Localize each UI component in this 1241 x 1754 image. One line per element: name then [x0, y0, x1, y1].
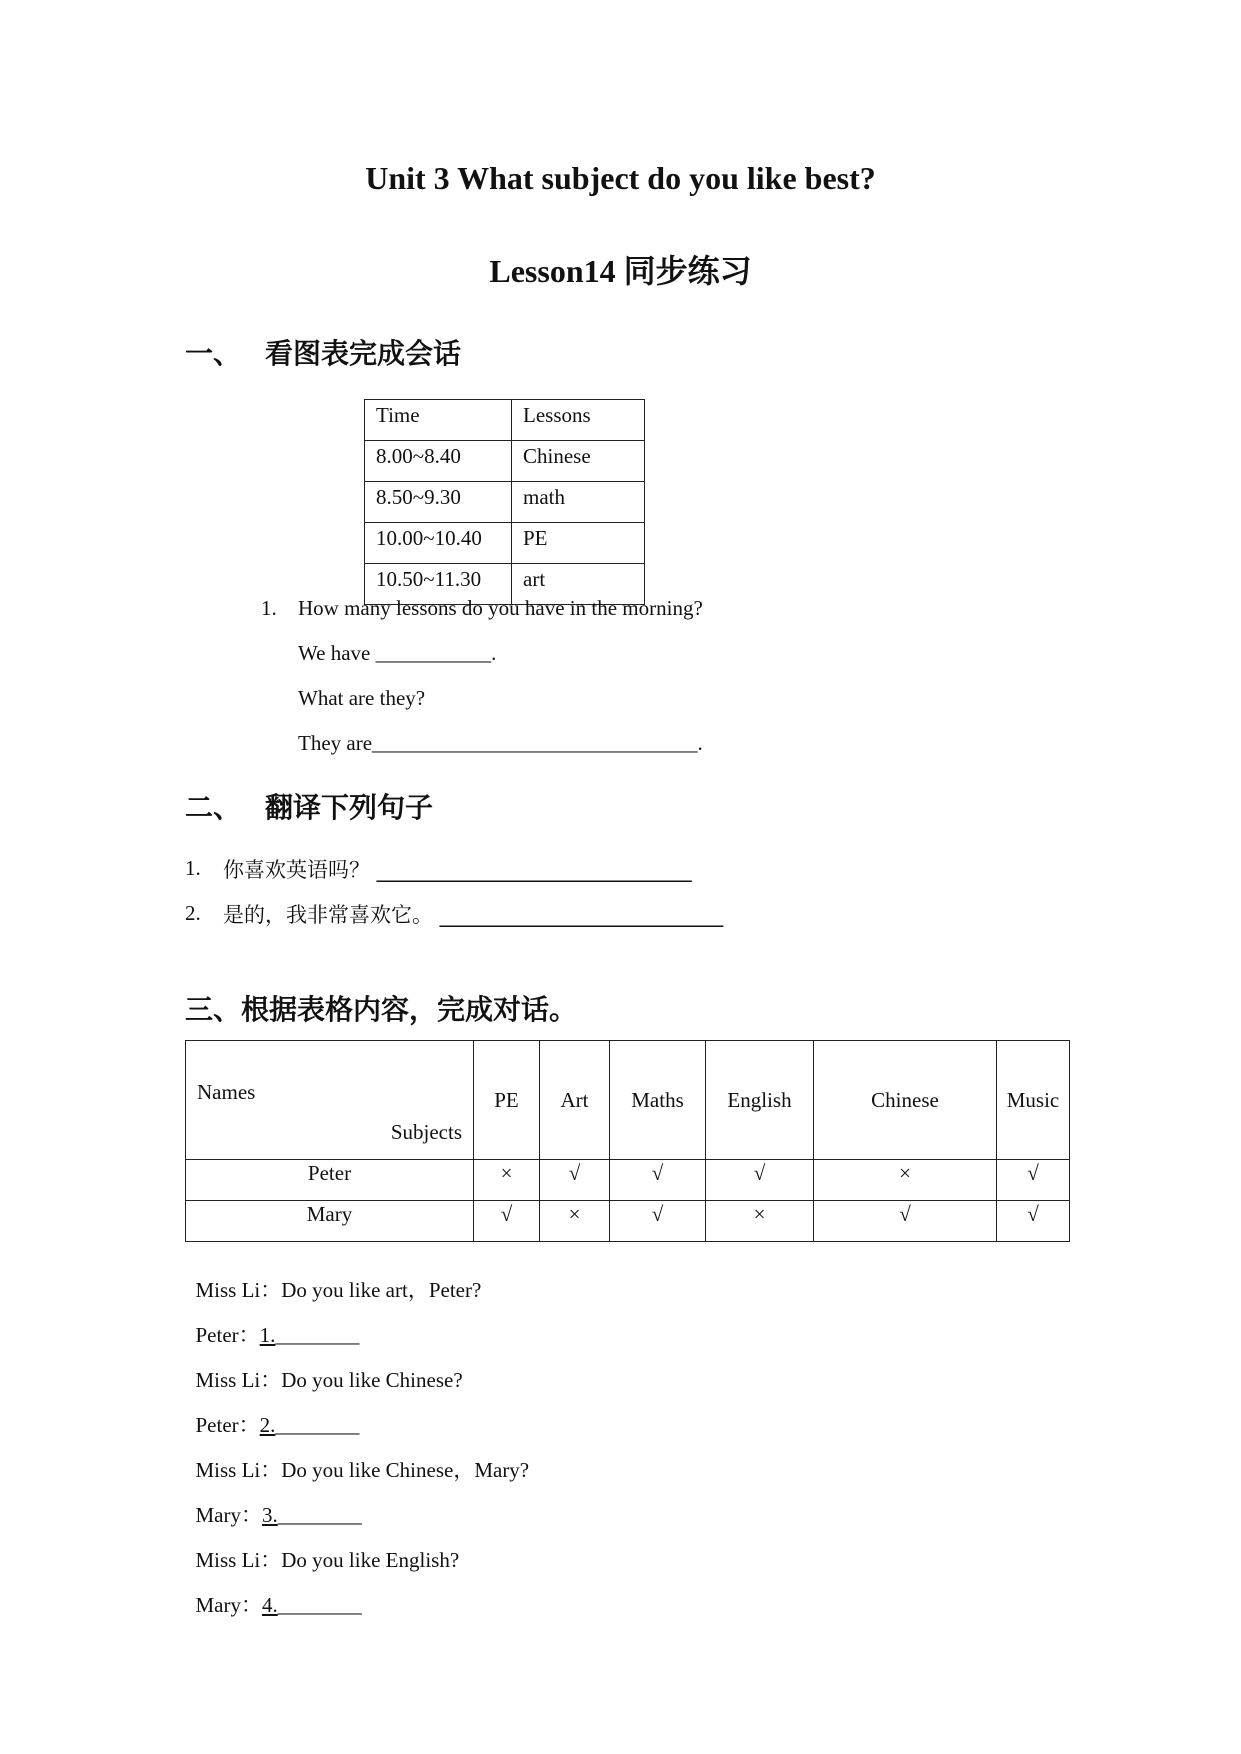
table-header-cell: Time	[365, 400, 512, 441]
table-cell: art	[512, 564, 645, 605]
section1-heading-text: 看图表完成会话	[265, 337, 462, 370]
dialogue-blank-line: ________	[277, 1593, 362, 1617]
table-cell-name: Mary	[186, 1201, 474, 1242]
dialogue-text: Do you like English?	[281, 1548, 460, 1572]
table-cell-mark: √	[540, 1160, 610, 1201]
table-row	[365, 482, 645, 523]
table-header-cell: Maths	[610, 1041, 706, 1160]
dialogue-speaker: Mary：	[195, 1593, 262, 1617]
answer-line: They are_______________________________.	[298, 731, 703, 755]
translate-item-number: 1.	[185, 856, 201, 880]
table-cell-mark: √	[610, 1201, 706, 1242]
table-cell-mark: ×	[706, 1201, 814, 1242]
question-line: What are they?	[298, 686, 426, 710]
table-row	[365, 523, 645, 564]
dialogue-text: Do you like Chinese，Mary?	[281, 1458, 530, 1482]
table-cell-mark: √	[706, 1160, 814, 1201]
table-corner-cell	[186, 1041, 474, 1160]
translate-item: 是的，我非常喜欢它。 ___________________________	[223, 903, 724, 927]
table-cell-mark: ×	[814, 1160, 997, 1201]
translate-item-number: 2.	[185, 901, 201, 925]
section1-heading	[185, 332, 461, 372]
table-row	[186, 1041, 1070, 1160]
dialogue-text: Do you like Chinese?	[281, 1368, 463, 1392]
schedule-table	[364, 399, 645, 605]
dialogue-blank: 1.	[259, 1323, 276, 1347]
dialogue-speaker: Mary：	[195, 1503, 262, 1527]
section2-heading-num: 二、	[185, 791, 242, 824]
table-cell-mark: √	[997, 1201, 1070, 1242]
table-header-cell: English	[706, 1041, 814, 1160]
table-header-cell: PE	[474, 1041, 540, 1160]
dialogue-blank-line: ________	[275, 1323, 360, 1347]
table-cell-mark: √	[474, 1201, 540, 1242]
answer-line: We have ___________.	[298, 641, 497, 665]
table-cell: math	[512, 482, 645, 523]
corner-subjects-label: Subjects	[390, 1120, 462, 1144]
dialogue-speaker: Miss Li：	[195, 1458, 282, 1482]
section1-heading-num: 一、	[185, 337, 242, 370]
table-header-cell: Chinese	[814, 1041, 997, 1160]
dialogue-speaker: Peter：	[195, 1323, 260, 1347]
question-number: 1.	[261, 596, 277, 620]
table-header-cell: Music	[997, 1041, 1070, 1160]
dialogue-speaker: Miss Li：	[195, 1368, 282, 1392]
dialogue-speaker: Miss Li：	[195, 1278, 282, 1302]
table-row	[365, 441, 645, 482]
table-row	[186, 1201, 1070, 1242]
table-cell: 10.50~11.30	[365, 564, 512, 605]
translate-item: 你喜欢英语吗？ ______________________________	[223, 858, 692, 882]
section2-heading-text: 翻译下列句子	[265, 791, 434, 824]
subjects-table	[185, 1040, 1070, 1242]
table-cell-mark: ×	[540, 1201, 610, 1242]
page-title: Unit 3 What subject do you like best?	[365, 160, 876, 196]
table-header-cell: Lessons	[512, 400, 645, 441]
table-cell-mark: ×	[474, 1160, 540, 1201]
table-cell-mark: √	[610, 1160, 706, 1201]
dialogue-blank: 3.	[262, 1503, 278, 1527]
dialogue-blank-line: ________	[275, 1413, 360, 1437]
table-cell-mark: √	[814, 1201, 997, 1242]
dialogue-speaker: Peter：	[195, 1413, 260, 1437]
table-cell: 8.50~9.30	[365, 482, 512, 523]
section2-heading	[185, 786, 433, 826]
table-cell-name: Peter	[186, 1160, 474, 1201]
table-cell: 8.00~8.40	[365, 441, 512, 482]
dialogue-blank: 2.	[259, 1413, 276, 1437]
section3-heading: 三、根据表格内容，完成对话。	[185, 993, 578, 1026]
table-cell: 10.00~10.40	[365, 523, 512, 564]
table-cell: Chinese	[512, 441, 645, 482]
dialogue-blank: 4.	[262, 1593, 278, 1617]
corner-names-label: Names	[197, 1080, 256, 1104]
page-subtitle: Lesson14 同步练习	[489, 253, 752, 289]
dialogue-speaker: Miss Li：	[195, 1548, 282, 1572]
table-cell-mark: √	[997, 1160, 1070, 1201]
table-row	[365, 400, 645, 441]
table-cell: PE	[512, 523, 645, 564]
dialogue-line	[185, 1564, 362, 1619]
dialogue-blank-line: ________	[277, 1503, 362, 1527]
table-row	[186, 1160, 1070, 1201]
dialogue-text: Do you like art，Peter?	[281, 1278, 482, 1302]
question-text: How many lessons do you have in the morning?	[298, 596, 703, 620]
table-header-cell: Art	[540, 1041, 610, 1160]
